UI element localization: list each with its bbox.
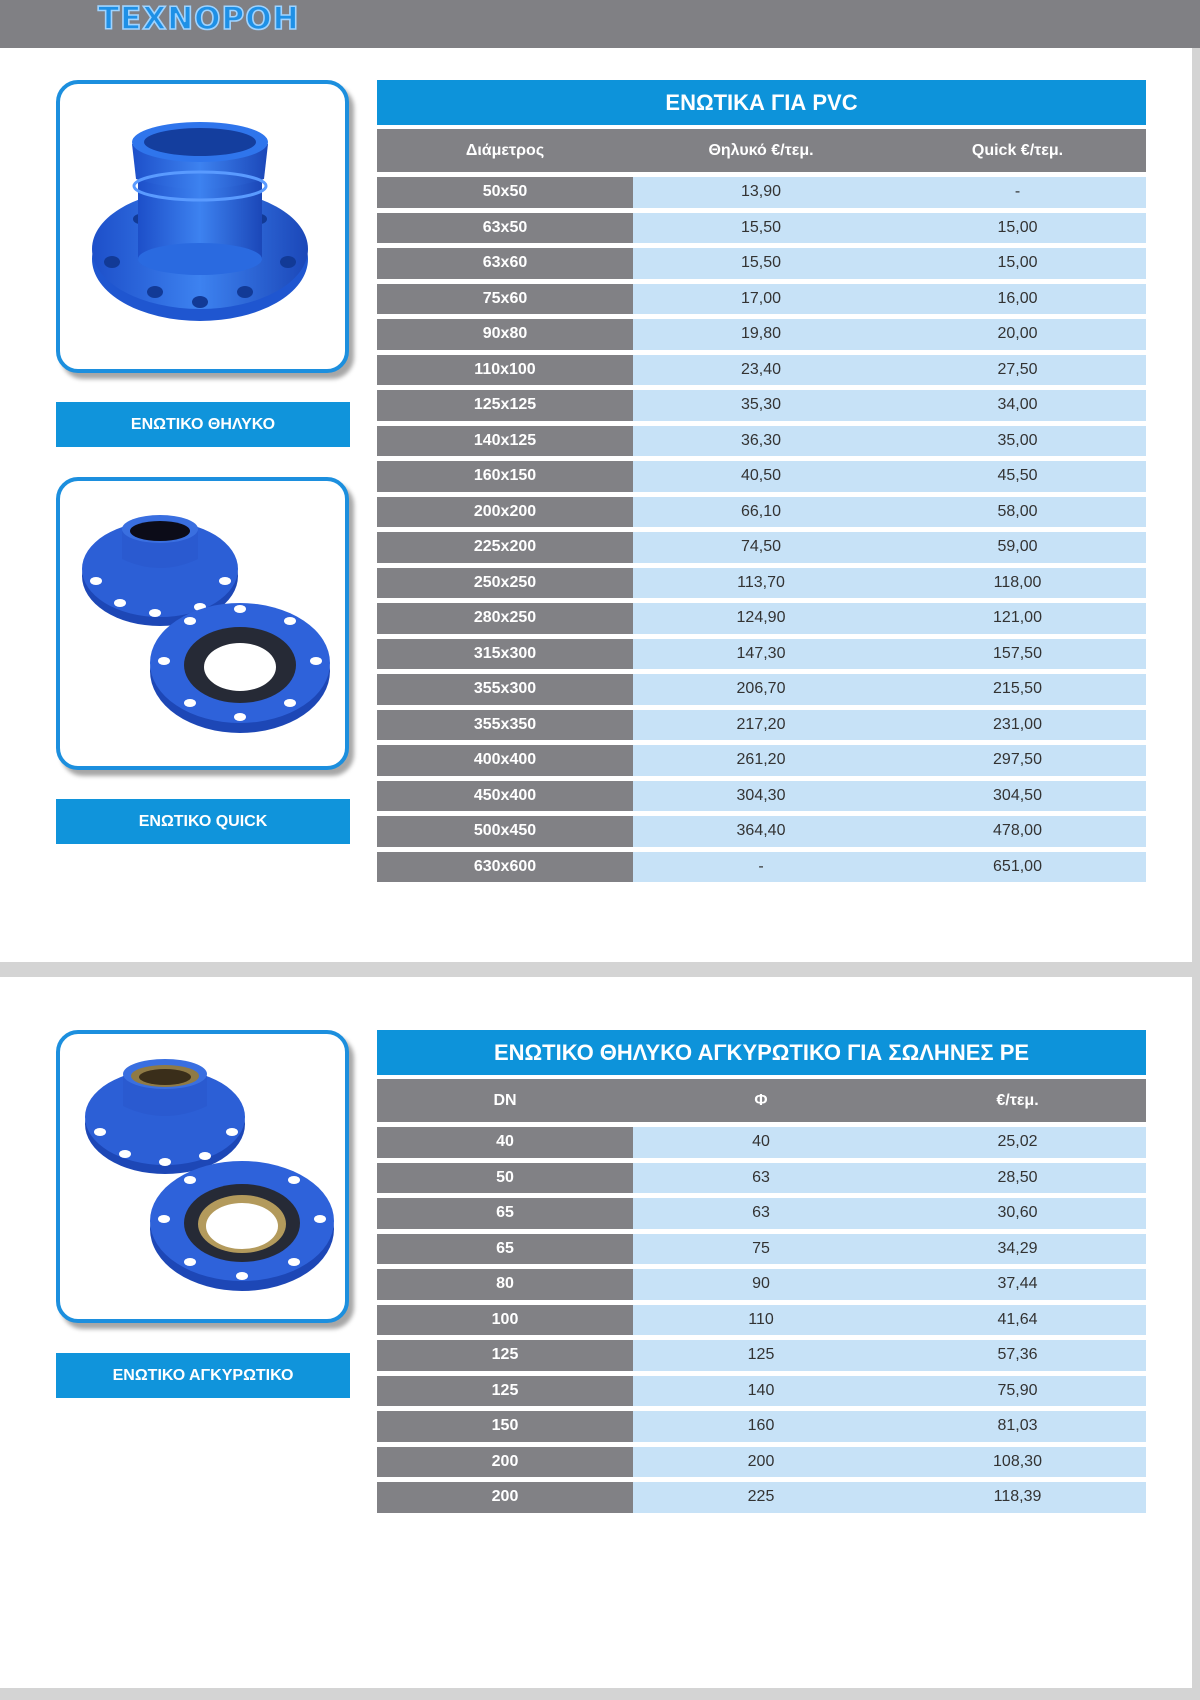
- table-cell: 15,00: [889, 213, 1146, 244]
- pe-table-body: [377, 1127, 1146, 1513]
- table-cell: 147,30: [633, 639, 889, 670]
- flange-adaptor-quick-icon: [60, 481, 345, 766]
- table-cell: 118,39: [889, 1482, 1146, 1513]
- pvc-table-title: ΕΝΩΤΙΚΑ ΓΙΑ PVC: [377, 80, 1146, 125]
- table-row: [377, 816, 1146, 847]
- table-cell: 27,50: [889, 355, 1146, 386]
- product-image-female: [56, 80, 349, 373]
- table-cell: 200: [377, 1482, 633, 1513]
- table-cell: 58,00: [889, 497, 1146, 528]
- table-cell: 75: [633, 1234, 889, 1265]
- table-cell: 57,36: [889, 1340, 1146, 1371]
- table-cell: 225: [633, 1482, 889, 1513]
- table-cell: 250x250: [377, 568, 633, 599]
- table-cell: 315x300: [377, 639, 633, 670]
- table-cell: 125: [377, 1340, 633, 1371]
- table-cell: 231,00: [889, 710, 1146, 741]
- table-row: [377, 1234, 1146, 1265]
- table-cell: 28,50: [889, 1163, 1146, 1194]
- pvc-table-header: [377, 129, 1146, 172]
- table-cell: 630x600: [377, 852, 633, 883]
- table-cell: 118,00: [889, 568, 1146, 599]
- table-row: [377, 1411, 1146, 1442]
- table-cell: 34,29: [889, 1234, 1146, 1265]
- table-cell: 125x125: [377, 390, 633, 421]
- table-cell: 65: [377, 1234, 633, 1265]
- table-cell: 50: [377, 1163, 633, 1194]
- table-cell: 261,20: [633, 745, 889, 776]
- table-row: [377, 1163, 1146, 1194]
- table-cell: 40,50: [633, 461, 889, 492]
- header-bar: [0, 0, 1200, 48]
- table-cell: 121,00: [889, 603, 1146, 634]
- table-row: [377, 426, 1146, 457]
- table-row: [377, 355, 1146, 386]
- product-image-quick: [56, 477, 349, 770]
- table-cell: 217,20: [633, 710, 889, 741]
- table-cell: 280x250: [377, 603, 633, 634]
- col-header-price: €/τεμ.: [996, 1091, 1039, 1109]
- table-cell: 36,30: [633, 426, 889, 457]
- table-cell: 63x60: [377, 248, 633, 279]
- table-cell: 34,00: [889, 390, 1146, 421]
- product-image-anchored: [56, 1030, 349, 1323]
- table-cell: 108,30: [889, 1447, 1146, 1478]
- table-cell: 500x450: [377, 816, 633, 847]
- pe-price-table: [377, 1030, 1146, 1513]
- table-cell: 200x200: [377, 497, 633, 528]
- table-cell: 59,00: [889, 532, 1146, 563]
- table-cell: 478,00: [889, 816, 1146, 847]
- table-row: [377, 213, 1146, 244]
- table-cell: 37,44: [889, 1269, 1146, 1300]
- table-row: [377, 248, 1146, 279]
- table-cell: 45,50: [889, 461, 1146, 492]
- table-row: [377, 1482, 1146, 1513]
- table-cell: 140x125: [377, 426, 633, 457]
- table-cell: 65: [377, 1198, 633, 1229]
- product-label-quick: ΕΝΩΤΙΚΟ QUICK: [56, 799, 350, 844]
- table-cell: 215,50: [889, 674, 1146, 705]
- table-cell: 19,80: [633, 319, 889, 350]
- table-cell: 364,40: [633, 816, 889, 847]
- table-row: [377, 639, 1146, 670]
- table-cell: 35,00: [889, 426, 1146, 457]
- table-cell: 41,64: [889, 1305, 1146, 1336]
- table-row: [377, 461, 1146, 492]
- table-row: [377, 1269, 1146, 1300]
- table-cell: 63: [633, 1198, 889, 1229]
- section-divider: [0, 962, 1192, 977]
- table-cell: 110x100: [377, 355, 633, 386]
- table-cell: 157,50: [889, 639, 1146, 670]
- flange-adaptor-anchored-icon: [60, 1034, 345, 1319]
- table-row: [377, 1447, 1146, 1478]
- table-cell: 15,50: [633, 248, 889, 279]
- table-cell: 200: [633, 1447, 889, 1478]
- table-cell: 30,60: [889, 1198, 1146, 1229]
- table-cell: 20,00: [889, 319, 1146, 350]
- table-cell: 297,50: [889, 745, 1146, 776]
- table-cell: 13,90: [633, 177, 889, 208]
- table-cell: 15,00: [889, 248, 1146, 279]
- table-cell: 50x50: [377, 177, 633, 208]
- table-cell: 40: [633, 1127, 889, 1158]
- table-cell: 74,50: [633, 532, 889, 563]
- table-cell: 400x400: [377, 745, 633, 776]
- table-row: [377, 1198, 1146, 1229]
- table-cell: 40: [377, 1127, 633, 1158]
- table-cell: 140: [633, 1376, 889, 1407]
- table-cell: 125: [633, 1340, 889, 1371]
- col-header-female-price: Θηλυκό €/τεμ.: [708, 141, 814, 159]
- pvc-price-table: [377, 80, 1146, 882]
- table-row: [377, 1340, 1146, 1371]
- table-cell: 150: [377, 1411, 633, 1442]
- col-header-dn: DN: [493, 1091, 517, 1109]
- table-row: [377, 710, 1146, 741]
- pe-table-header: [377, 1079, 1146, 1122]
- table-cell: 80: [377, 1269, 633, 1300]
- table-cell: 124,90: [633, 603, 889, 634]
- table-row: [377, 390, 1146, 421]
- table-cell: 160: [633, 1411, 889, 1442]
- table-cell: 304,50: [889, 781, 1146, 812]
- table-cell: 355x350: [377, 710, 633, 741]
- table-row: [377, 177, 1146, 208]
- table-cell: 304,30: [633, 781, 889, 812]
- product-label-female: ΕΝΩΤΙΚΟ ΘΗΛΥΚΟ: [56, 402, 350, 447]
- pe-table-title: ΕΝΩΤΙΚΟ ΘΗΛΥΚΟ ΑΓΚΥΡΩΤΙΚΟ ΓΙΑ ΣΩΛΗΝΕΣ PE: [377, 1030, 1146, 1075]
- table-row: [377, 1305, 1146, 1336]
- table-cell: 90x80: [377, 319, 633, 350]
- table-cell: 25,02: [889, 1127, 1146, 1158]
- table-row: [377, 603, 1146, 634]
- table-cell: 63: [633, 1163, 889, 1194]
- table-cell: -: [633, 852, 889, 883]
- table-cell: 206,70: [633, 674, 889, 705]
- table-cell: 16,00: [889, 284, 1146, 315]
- table-cell: 63x50: [377, 213, 633, 244]
- table-cell: -: [889, 177, 1146, 208]
- table-cell: 75x60: [377, 284, 633, 315]
- table-cell: 110: [633, 1305, 889, 1336]
- table-cell: 225x200: [377, 532, 633, 563]
- table-cell: 160x150: [377, 461, 633, 492]
- table-cell: 17,00: [633, 284, 889, 315]
- table-cell: 81,03: [889, 1411, 1146, 1442]
- product-label-anchored: ΕΝΩΤΙΚΟ ΑΓΚΥΡΩΤΙΚΟ: [56, 1353, 350, 1398]
- footer-bar: [0, 1688, 1192, 1700]
- table-row: [377, 497, 1146, 528]
- table-row: [377, 568, 1146, 599]
- flange-adaptor-female-icon: [60, 84, 345, 369]
- table-cell: 90: [633, 1269, 889, 1300]
- table-row: [377, 284, 1146, 315]
- table-cell: 75,90: [889, 1376, 1146, 1407]
- table-cell: 35,30: [633, 390, 889, 421]
- table-cell: 113,70: [633, 568, 889, 599]
- table-row: [377, 781, 1146, 812]
- pvc-table-body: [377, 177, 1146, 882]
- table-row: [377, 532, 1146, 563]
- table-cell: 450x400: [377, 781, 633, 812]
- table-row: [377, 745, 1146, 776]
- page-edge: [1192, 48, 1200, 1700]
- table-cell: 66,10: [633, 497, 889, 528]
- col-header-quick-price: Quick €/τεμ.: [971, 141, 1064, 159]
- table-row: [377, 319, 1146, 350]
- table-cell: 200: [377, 1447, 633, 1478]
- table-row: [377, 674, 1146, 705]
- table-row: [377, 852, 1146, 883]
- col-header-diameter: Διάμετρος: [465, 141, 545, 159]
- table-row: [377, 1127, 1146, 1158]
- table-cell: 125: [377, 1376, 633, 1407]
- table-cell: 15,50: [633, 213, 889, 244]
- table-cell: 23,40: [633, 355, 889, 386]
- brand-logo: ΤΕΧΝΟΡΟΗ: [98, 1, 300, 37]
- col-header-phi: Φ: [754, 1091, 768, 1109]
- table-cell: 100: [377, 1305, 633, 1336]
- table-cell: 651,00: [889, 852, 1146, 883]
- table-row: [377, 1376, 1146, 1407]
- table-cell: 355x300: [377, 674, 633, 705]
